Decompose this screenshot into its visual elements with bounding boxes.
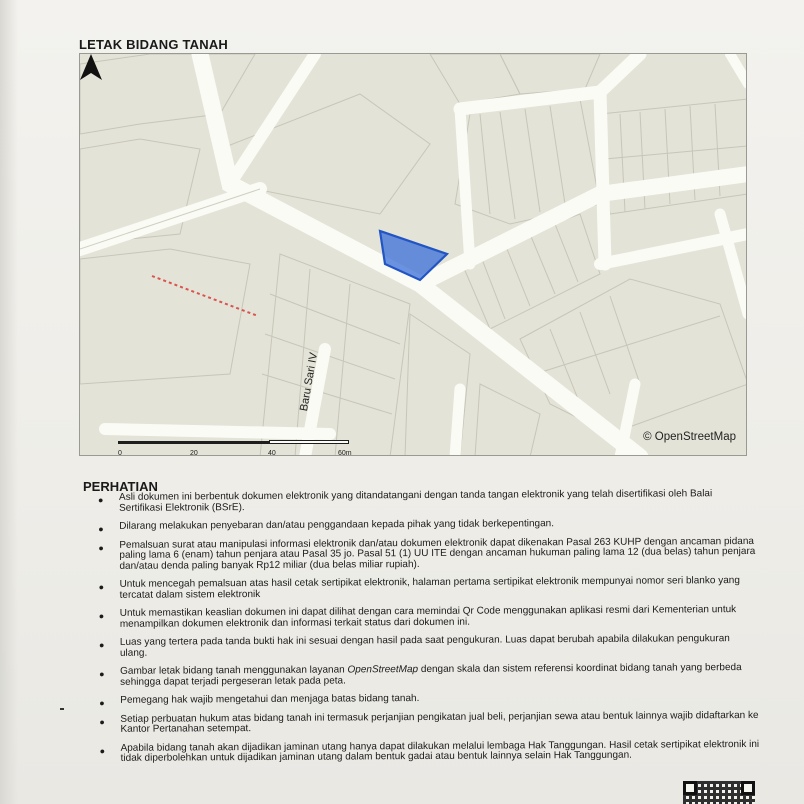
bullet-icon: ●: [99, 697, 105, 708]
notice-item-10: [97, 739, 760, 764]
notice-text: Untuk mencegah pemalsuan atas hasil cetak sertipikat elektronik, halaman pertama sertipikat elektronik mempunyai nomor seri blanko yang tercatat dalam sistem elektronik: [119, 575, 740, 601]
notice-text: Pemegang hak wajib mengetahui dan menjaga batas bidang tanah.: [120, 693, 420, 706]
notice-item-8: [96, 692, 759, 707]
notice-item-7: [96, 663, 759, 688]
qr-code-icon[interactable]: [683, 781, 755, 804]
bullet-icon: ●: [99, 716, 105, 727]
notice-text: Setiap perbuatan hukum atas bidang tanah ini termasuk perjanjian pengikatan jual beli, perjanjian sewa atau bentuk lainnya wajib didaftarkan ke Kantor Pertanahan setempat.: [120, 709, 759, 735]
notice-text: Dilarang melakukan penyebaran dan/atau penggandaan kepada pihak yang tidak berkepentingan.: [119, 518, 555, 532]
notice-text: Pemalsuan surat atau manipulasi informasi elektronik dan/atau dokumen elektronik dapat dikenakan Pasal 263 KUHP dengan ancaman pidana paling lama 6 (enam) tahun penjara atau Pasal 35 jo. Pasal 51 (1) UU ITE dengan ancaman hukuman paling lama 12 (dua belas) tahun penjara dan/atau denda paling banyak Rp12 miliar (dua belas miliar rupiah).: [119, 535, 756, 572]
notice-item-2: [95, 518, 758, 533]
qr-finder-left: [683, 781, 697, 795]
map-attribution[interactable]: © OpenStreetMap: [643, 431, 736, 443]
notice-heading: PERHATIAN: [83, 479, 158, 494]
notice-text: Luas yang tertera pada tanda bukti hak ini sesuai dengan hasil pada saat pengukuran. Luas dapat berubah apabila dilakukan pengukuran ulang.: [119, 633, 730, 659]
notice-item-4: [96, 576, 759, 601]
scale-bar-empty: [269, 440, 349, 444]
notice-text-before: Gambar letak bidang tanah menggunakan layanan: [120, 664, 348, 677]
notice-text: Apabila bidang tanah akan dijadikan jaminan utang hanya dapat dilakukan melalui lembaga Hak Tanggungan. Hasil cetak sertipikat elektronik ini tidak diperbolehkan untuk dijadikan jaminan utang dalam bentuk gadai atau bentuk lainnya selain Hak Tanggungan.: [120, 738, 760, 764]
bullet-icon: ●: [99, 745, 106, 756]
notice-text: Untuk memastikan keaslian dokumen ini dapat dilihat dengan cara memindai Qr Code menggunakan aplikasi resmi dari Kementerian untuk menampilkan dokumen elektronik dan informasi terkait status dari dokumen ini.: [119, 604, 737, 630]
bullet-icon: ●: [99, 668, 105, 679]
bullet-icon: ●: [98, 639, 105, 650]
scan-edge-shadow: [0, 0, 18, 804]
parcel-location-map[interactable]: [79, 53, 747, 456]
street-label: Baru Sari IV: [298, 351, 321, 413]
bullet-icon: ●: [98, 523, 104, 534]
notice-item-9: [96, 710, 759, 735]
qr-finder-right: [741, 781, 755, 795]
notice-item-3: [95, 536, 758, 572]
scan-artifact: [60, 708, 64, 710]
notice-item-1: [95, 489, 758, 514]
bullet-icon: ●: [98, 542, 104, 553]
bullet-icon: ●: [98, 494, 104, 505]
bullet-icon: ●: [98, 610, 105, 621]
notice-text: Asli dokumen ini berbentuk dokumen elektronik yang ditandatangani dengan tanda tangan elektronik yang telah disertifikasi oleh Balai Sertifikasi Elektronik (BSrE).: [118, 488, 713, 514]
scale-bar-filled: [118, 441, 269, 444]
notice-text-after: dengan skala dan sistem referensi koordinat bidang tanah yang berbeda sehingga dapat terjadi pergeseran letak pada peta.: [120, 662, 742, 688]
notice-item-6: [96, 634, 759, 659]
scale-label-60: 60m: [338, 450, 352, 456]
notice-item-5: [96, 605, 759, 630]
scale-label-0: 0: [118, 450, 122, 456]
openstreetmap-term: OpenStreetMap: [347, 664, 419, 676]
map-canvas: [80, 54, 747, 456]
bullet-icon: ●: [98, 581, 105, 592]
scale-label-20: 20: [190, 450, 198, 456]
scale-bar: [118, 437, 352, 456]
scale-label-40: 40: [268, 450, 276, 456]
north-arrow-icon: [80, 54, 102, 80]
map-section-title: LETAK BIDANG TANAH: [79, 37, 228, 52]
notice-list: [95, 489, 760, 773]
